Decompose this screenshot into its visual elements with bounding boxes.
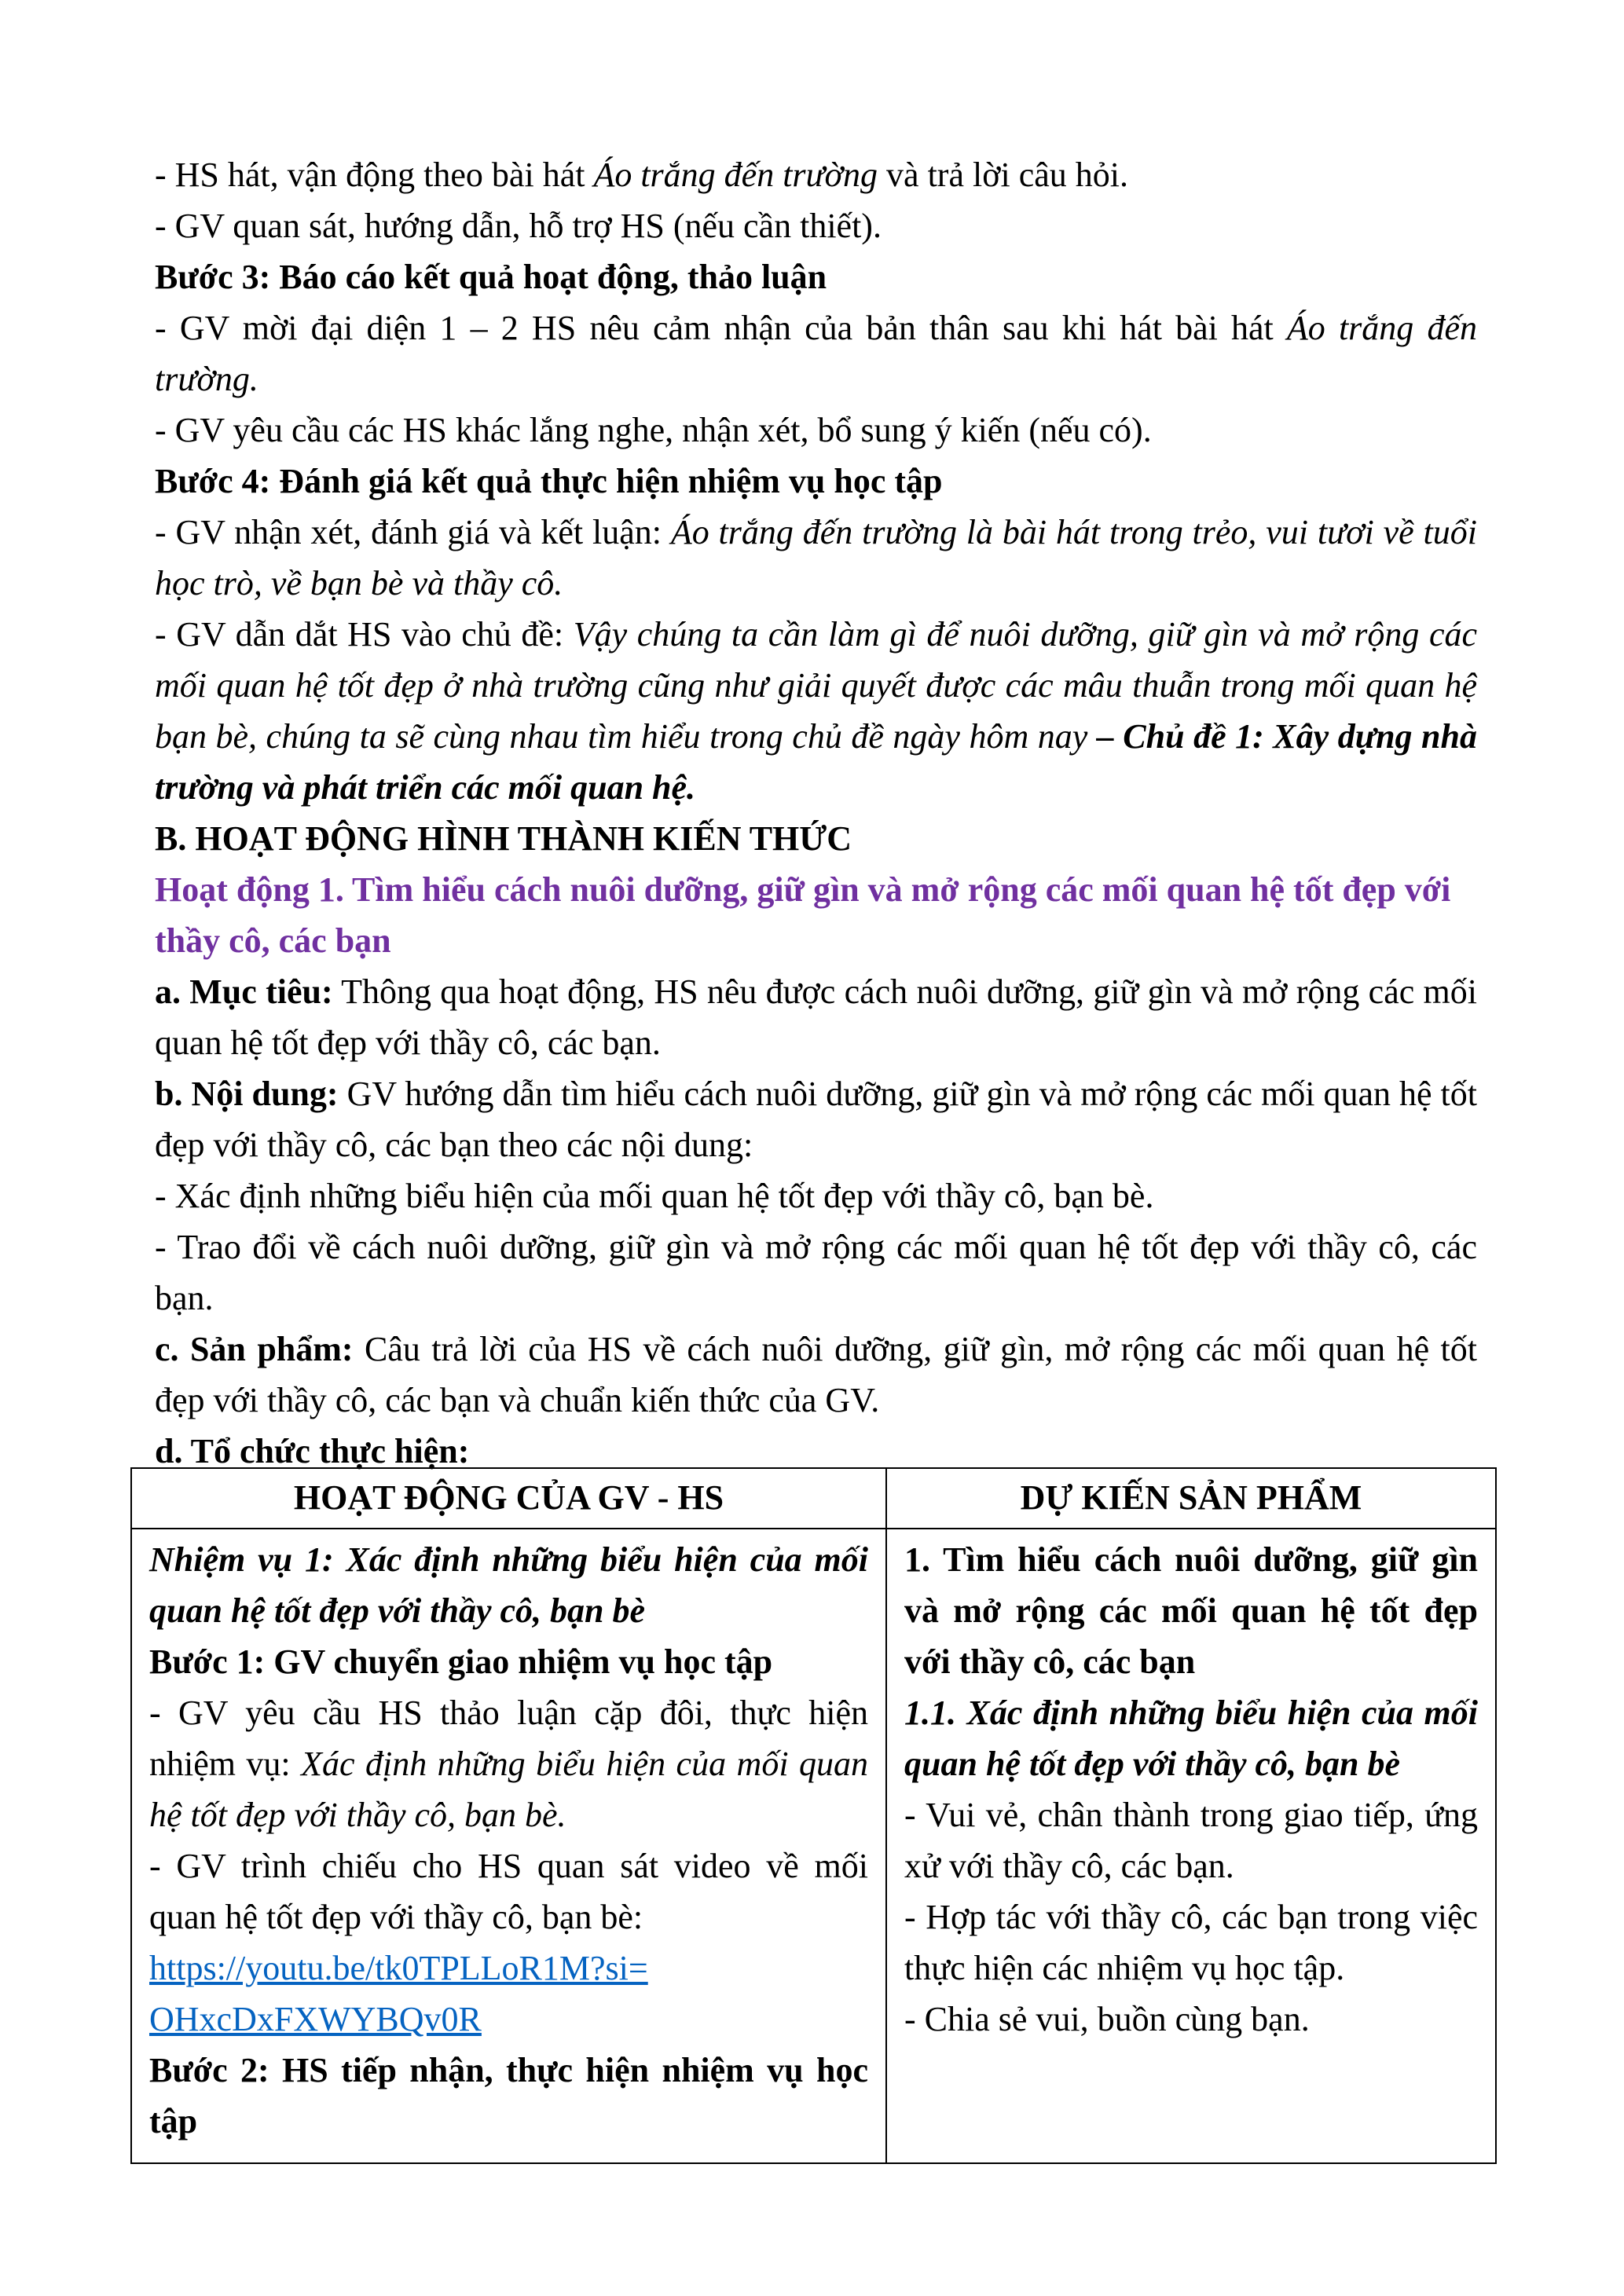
text: - GV mời đại diện 1 – 2 HS nêu cảm nhận của bản thân sau khi hát bài hát [155,309,1287,347]
product-subheading: 1.1. Xác định những biểu hiện của mối quan hệ tốt đẹp với thầy cô, bạn bè [904,1694,1478,1783]
task-text: Xác định những biểu hiện của mối quan hệ tốt đẹp với thầy cô, bạn bè. [149,1745,868,1834]
product-label: c. Sản phẩm: [155,1330,354,1368]
text: - GV yêu cầu HS thảo luận cặp đôi, thực hiện nhiệm vụ: [149,1694,868,1783]
activity-table [130,1467,1497,2164]
step-2-heading: Bước 2: HS tiếp nhận, thực hiện nhiệm vụ học tập [149,2051,868,2140]
song-title: Áo trắng đến trường. [155,309,1477,398]
product-text: Câu trả lời của HS về cách nuôi dưỡng, giữ gìn, mở rộng các mối quan hệ tốt đẹp với thầy cô, các bạn và chuẩn kiến thức của GV. [155,1330,1478,1419]
content-item-1: - Xác định những biểu hiện của mối quan hệ tốt đẹp với thầy cô, bạn bè. [155,1177,1154,1215]
objective-text: Thông qua hoạt động, HS nêu được cách nuôi dưỡng, giữ gìn và mở rộng các mối quan hệ tốt đẹp với thầy cô, các bạn. [155,972,1477,1062]
line-observe: - GV quan sát, hướng dẫn, hỗ trợ HS (nếu cần thiết). [155,207,882,245]
product [155,1324,1477,1426]
section-b-heading: B. HOẠT ĐỘNG HÌNH THÀNH KIẾN THỨC [155,819,852,858]
conclusion-text: Áo trắng đến trường là bài hát trong trẻo, vui tươi về tuổi học trò, về bạn bè và thầy cô. [155,513,1477,602]
organize-heading: d. Tổ chức thực hiện: [155,1432,470,1470]
activity-1-title: Hoạt động 1. Tìm hiểu cách nuôi dưỡng, giữ gìn và mở rộng các mối quan hệ tốt đẹp với thầy cô, các bạn [155,870,1451,960]
video-link-part-2[interactable]: OHxcDxFXWYBQv0R [149,2000,482,2038]
line-lead-in [155,609,1477,813]
video-link[interactable] [149,1943,868,2045]
step-4-heading: Bước 4: Đánh giá kết quả thực hiện nhiệm vụ học tập [155,462,943,500]
step-1-heading: Bước 1: GV chuyển giao nhiệm vụ học tập [149,1642,773,1681]
video-link-part-1[interactable]: https://youtu.be/tk0TPLLoR1M?si= [149,1949,648,1987]
line-sing [155,149,1477,200]
content [155,1068,1477,1170]
text: - HS hát, vận động theo bài hát [155,156,594,194]
header-left: HOẠT ĐỘNG CỦA GV - HS [131,1468,886,1529]
content-label: b. Nội dung: [155,1075,339,1113]
objective [155,966,1477,1068]
content-item-2: - Trao đổi về cách nuôi dưỡng, giữ gìn và mở rộng các mối quan hệ tốt đẹp với thầy cô, các bạn. [155,1228,1477,1317]
task-1-title: Nhiệm vụ 1: Xác định những biểu hiện của mối quan hệ tốt đẹp với thầy cô, bạn bè [149,1540,868,1630]
header-right: DỰ KIẾN SẢN PHẨM [886,1468,1496,1529]
text: - GV dẫn dắt HS vào chủ đề: [155,615,574,654]
product-bullet: - Hợp tác với thầy cô, các bạn trong việc thực hiện các nhiệm vụ học tập. [904,1898,1478,1987]
video-instruction: - GV trình chiếu cho HS quan sát video về mối quan hệ tốt đẹp với thầy cô, bạn bè: [149,1847,868,1936]
content-text: GV hướng dẫn tìm hiểu cách nuôi dưỡng, giữ gìn và mở rộng các mối quan hệ tốt đẹp với thầy cô, các bạn theo các nội dung: [155,1075,1477,1164]
text: và trả lời câu hỏi. [878,156,1128,194]
table-header-row [131,1468,1496,1529]
line-listen: - GV yêu cầu các HS khác lắng nghe, nhận xét, bổ sung ý kiến (nếu có). [155,411,1152,449]
document-body [155,149,1477,1477]
task-instruction [149,1687,868,1840]
step-3-heading: Bước 3: Báo cáo kết quả hoạt động, thảo luận [155,258,827,296]
table-row [131,1529,1496,2163]
line-conclude [155,507,1477,609]
text: - GV nhận xét, đánh giá và kết luận: [155,513,671,551]
product-bullet: - Chia sẻ vui, buồn cùng bạn. [904,2000,1310,2038]
topic-title: – Chủ đề 1: Xây dựng nhà trường và phát triển các mối quan hệ. [155,717,1477,807]
line-invite [155,302,1477,405]
lead-in-text: Vậy chúng ta cần làm gì để nuôi dưỡng, giữ gìn và mở rộng các mối quan hệ tốt đẹp ở nhà trường cũng như giải quyết được các mâu thuẫn trong mối quan hệ bạn bè, chúng ta sẽ cùng nhau tìm hiểu trong chủ đề ngày hôm nay [155,615,1477,756]
product-heading: 1. Tìm hiểu cách nuôi dưỡng, giữ gìn và mở rộng các mối quan hệ tốt đẹp với thầy cô, các bạn [904,1540,1478,1681]
product-bullet: - Vui vẻ, chân thành trong giao tiếp, ứng xử với thầy cô, các bạn. [904,1796,1478,1885]
objective-label: a. Mục tiêu: [155,972,333,1011]
teacher-student-activities [131,1529,886,2163]
expected-products [886,1529,1496,2163]
song-title: Áo trắng đến trường [593,156,878,194]
